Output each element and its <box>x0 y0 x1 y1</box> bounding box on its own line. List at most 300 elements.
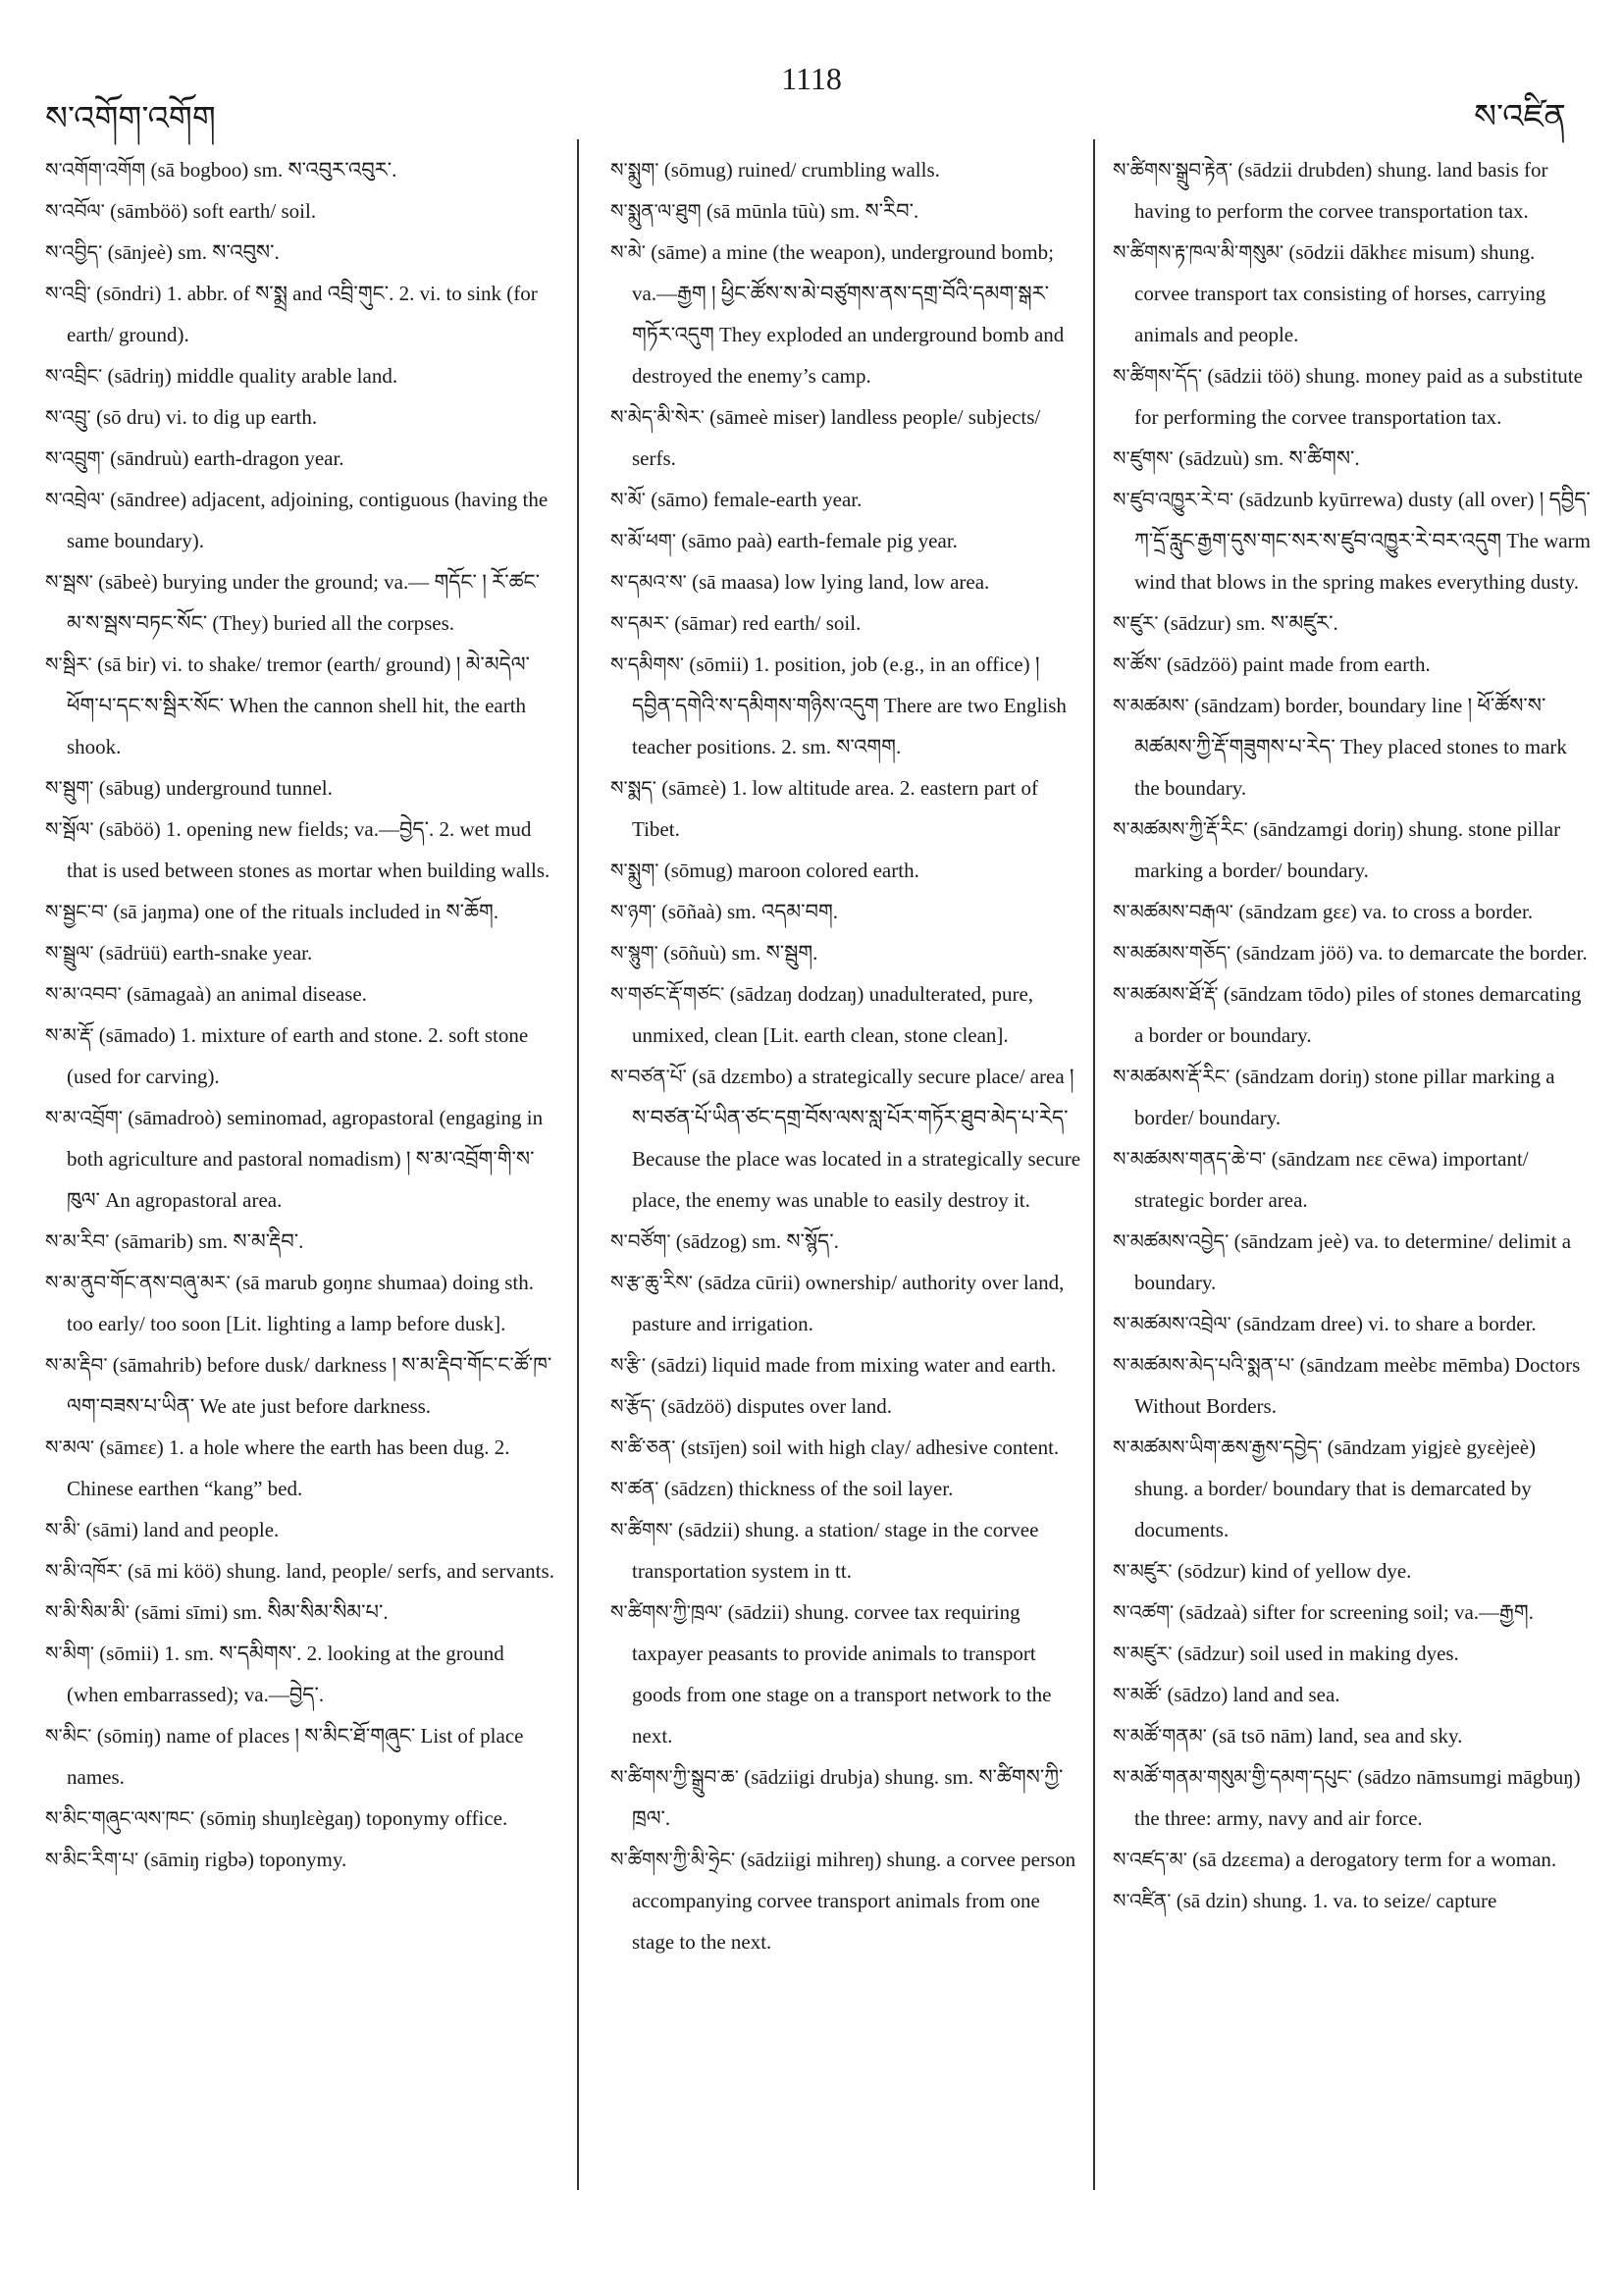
entry-pronunciation: (sōdzur) <box>1177 1559 1246 1583</box>
dictionary-entry <box>1113 891 1592 932</box>
entry-pronunciation: (sādza cūrii) <box>698 1271 801 1294</box>
entry-definition: va. to determine/ delimit a boundary. <box>1134 1229 1572 1294</box>
entry-headword: ས་མོ་ <box>610 488 646 511</box>
entry-headword: ས་མེད་མི་སེར་ <box>610 405 705 429</box>
entry-headword: ས་སྦོལ་ <box>45 817 94 841</box>
entry-headword: ས་མི་ <box>45 1518 80 1541</box>
entry-headword: ས་མཛུར་ <box>1113 1559 1173 1583</box>
dictionary-entry <box>610 932 1083 973</box>
entry-definition: unadulterated, pure, unmixed, clean [Lit. earth clean, stone clean]. <box>632 982 1034 1047</box>
page-header <box>0 39 1623 137</box>
dictionary-entry <box>1113 809 1592 891</box>
dictionary-entry <box>610 973 1083 1056</box>
entry-definition: va. to demarcate the border. <box>1358 941 1588 965</box>
entry-definition: paint made from earth. <box>1242 652 1431 676</box>
entry-pronunciation: (sāndzam jöö) <box>1235 941 1354 965</box>
entry-pronunciation: (sā maasa) <box>692 570 780 594</box>
entry-definition: shung. stone pillar marking a border/ boundary. <box>1134 817 1561 882</box>
entry-headword: ས་དམིགས་ <box>610 652 685 676</box>
entry-headword: ས་ཚིགས་ཀྱི་ཁྲལ་ <box>610 1600 723 1624</box>
entry-definition: soil with high clay/ adhesive content. <box>752 1435 1060 1459</box>
entry-pronunciation: (sāmado) <box>98 1023 176 1047</box>
entry-pronunciation: (sāndzam jeè) <box>1233 1229 1349 1253</box>
entry-headword: ས་མཚམས་ཐོ་རྡོ་ <box>1113 982 1219 1006</box>
entry-definition: sm. ས་མཛུར་. <box>1235 611 1338 635</box>
dictionary-entry <box>45 891 557 932</box>
entry-definition: one of the rituals included in ས་ཆོག. <box>204 900 499 923</box>
dictionary-entry <box>45 1550 557 1592</box>
entry-definition: low lying land, low area. <box>784 570 990 594</box>
entry-definition: toponymy. <box>259 1848 347 1871</box>
entry-definition: thickness of the soil layer. <box>738 1477 954 1500</box>
entry-headword: ས་ཚིགས་སྒྲུབ་རྟེན་ <box>1113 158 1233 182</box>
entry-headword: ས་རྩོད་ <box>610 1394 656 1418</box>
entry-pronunciation: (sāndzam dree) <box>1236 1312 1363 1335</box>
entry-definition: toponymy office. <box>365 1806 508 1830</box>
entry-pronunciation: (sō dru) <box>95 405 161 429</box>
entry-pronunciation: (sāmahrib) <box>112 1353 202 1377</box>
dictionary-entry <box>45 644 557 767</box>
entry-definition: sifter for screening soil; va.—རྒྱག. <box>1252 1600 1534 1624</box>
entry-pronunciation: (sōmug) <box>663 158 733 182</box>
entry-pronunciation: (sāmagaà) <box>127 982 212 1006</box>
entry-pronunciation: (sādzöö) <box>1166 652 1238 676</box>
column-divider <box>1093 139 1095 2190</box>
dictionary-entry <box>1113 1633 1592 1674</box>
entry-definition: dusty (all over) ། དབྱིད་ཀ་དྲོ་རླུང་རྒྱག་དུས་གང་སར་ས་ཛུབ་འཁྱུར་རེ་བར་འདུག The warm wind that blows in the spring makes everything dusty. <box>1134 488 1592 594</box>
entry-definition: border, boundary line ། ཕོ་ཚོས་ས་མཚམས་ཀྱི་རྡོ་གཟུགས་པ་རེད་ They placed stones to mark the boundary. <box>1134 694 1567 800</box>
dictionary-entry <box>45 1097 557 1221</box>
dictionary-entry <box>610 396 1083 479</box>
entry-headword: ས་མཚོ་གནམ་གསུམ་གྱི་དམག་དཔུང་ <box>1113 1765 1352 1789</box>
entry-pronunciation: (sādzii) <box>727 1600 790 1624</box>
entry-pronunciation: (sādriŋ) <box>107 364 172 388</box>
entry-pronunciation: (sōndri) <box>95 282 162 305</box>
dictionary-entry <box>1113 1839 1592 1880</box>
entry-definition: va. to cross a border. <box>1362 900 1534 923</box>
entry-definition: land, sea and sky. <box>1318 1724 1463 1748</box>
dictionary-entry <box>1113 644 1592 685</box>
entry-definition: middle quality arable land. <box>176 364 398 388</box>
entry-pronunciation: (sāndzam meèbε mēmba) <box>1299 1353 1510 1377</box>
dictionary-entry <box>610 1262 1083 1344</box>
entry-definition: 1. position, job (e.g., in an office) ། དབྱིན་དགེའི་ས་དམིགས་གཉིས་འདུག There are two English teacher positions. 2. sm. ས་འགག. <box>632 652 1067 758</box>
entry-headword: ས་མཚམས་གནད་ཆེ་བ་ <box>1113 1147 1267 1171</box>
entry-headword: ས་སྦུག་ <box>45 776 94 800</box>
entry-headword: ས་ཛུབ་འཁྱུར་རེ་བ་ <box>1113 488 1234 511</box>
entry-definition: liquid made from mixing water and earth. <box>711 1353 1057 1377</box>
entry-headword: ས་ཉག་ <box>610 900 656 923</box>
dictionary-entry <box>610 1385 1083 1427</box>
entry-pronunciation: (sādzaŋ dodzaŋ) <box>729 982 864 1006</box>
entry-pronunciation: (sāmar) <box>674 611 738 635</box>
entry-headword: ས་འབྱིད་ <box>45 240 103 264</box>
entry-headword: ས་མཛུར་ <box>1113 1642 1173 1665</box>
dictionary-entry <box>610 644 1083 767</box>
entry-definition: vi. to dig up earth. <box>166 405 318 429</box>
entry-pronunciation: (stsījen) <box>680 1435 748 1459</box>
dictionary-entry <box>610 602 1083 644</box>
entry-headword: ས་མལ་ <box>45 1435 95 1459</box>
entry-definition: soft earth/ soil. <box>192 199 317 223</box>
entry-definition: sm. སིམ་སིམ་སིམ་པ་. <box>233 1600 389 1624</box>
dictionary-entry <box>1113 1756 1592 1839</box>
entry-headword: ས་མཚོ་ <box>1113 1683 1163 1706</box>
entry-definition: shung. money paid as a substitute for performing the corvee transportation tax. <box>1134 364 1583 429</box>
entry-headword: ས་སྨུག་ <box>610 859 659 882</box>
guide-word-left: ས་འགོག་འགོག <box>45 99 216 138</box>
dictionary-entry <box>1113 1138 1592 1221</box>
entry-headword: ས་འཚག་ <box>1113 1600 1175 1624</box>
entry-headword: ས་སྙུག་ <box>610 941 658 965</box>
entry-definition: a strategically secure place/ area ། ས་བཙན་པོ་ཡིན་ཙང་དགྲ་བོས་ལས་སླ་པོར་གཏོར་ཐུབ་མེད་པ་རེད་ Because the place was located in a strategically secure place, the enemy was unable to easily destroy it. <box>632 1065 1081 1212</box>
entry-headword: ས་ཚིགས་ཀྱི་མི་ཧྲེང་ <box>610 1848 736 1871</box>
dictionary-column-2 <box>610 149 1083 2170</box>
dictionary-entry <box>45 561 557 644</box>
dictionary-column-3 <box>1113 149 1592 2170</box>
entry-pronunciation: (sōmiŋ) <box>96 1724 161 1748</box>
dictionary-entry <box>1113 1674 1592 1715</box>
entry-definition: disputes over land. <box>736 1394 892 1418</box>
dictionary-entry <box>45 1633 557 1715</box>
entry-pronunciation: (sāndzam gεε) <box>1238 900 1358 923</box>
dictionary-entry <box>610 850 1083 891</box>
entry-headword: ས་འཛད་མ་ <box>1113 1848 1187 1871</box>
entry-headword: ས་ཚོས་ <box>1113 652 1162 676</box>
entry-definition: 1. a hole where the earth has been dug. 2. Chinese earthen “kang” bed. <box>67 1435 510 1500</box>
dictionary-entry <box>610 190 1083 232</box>
entry-pronunciation: (sāndree) <box>110 488 187 511</box>
entry-headword: ས་མ་འབྲོག་ <box>45 1106 124 1129</box>
entry-pronunciation: (sādzog) <box>675 1229 748 1253</box>
entry-pronunciation: (sā dzεmbo) <box>692 1065 793 1088</box>
dictionary-entry <box>610 479 1083 520</box>
entry-definition: sm. ས་འབུས་. <box>178 240 280 264</box>
entry-pronunciation: (sāme) <box>651 240 707 264</box>
entry-definition: sm. ས་སྙོད་. <box>752 1229 839 1253</box>
dictionary-entry <box>1113 1550 1592 1592</box>
entry-definition: female-earth year. <box>712 488 863 511</box>
entry-definition: earth-snake year. <box>173 941 313 965</box>
dictionary-entry <box>610 891 1083 932</box>
entry-pronunciation: (sāmo) <box>651 488 708 511</box>
dictionary-entry <box>610 1592 1083 1756</box>
entry-definition: sm. ས་སྦུག. <box>731 941 818 965</box>
entry-headword: ས་འབྲི་ <box>45 282 91 305</box>
entry-definition: stone pillar marking a border/ boundary. <box>1134 1065 1555 1129</box>
dictionary-entry <box>1113 1592 1592 1633</box>
entry-definition: sm. ས་མ་རྡིབ་. <box>198 1229 304 1253</box>
entry-headword: ས་ཛུར་ <box>1113 611 1159 635</box>
entry-headword: ས་མཚམས་བརྒལ་ <box>1113 900 1233 923</box>
entry-pronunciation: (sōmii) <box>99 1642 159 1665</box>
dictionary-entry <box>1113 438 1592 479</box>
entry-headword: ས་མིང་རིག་པ་ <box>45 1848 139 1871</box>
dictionary-entry <box>1113 602 1592 644</box>
dictionary-entry <box>610 149 1083 190</box>
dictionary-entry <box>45 1427 557 1509</box>
entry-pronunciation: (sāmεè) <box>661 776 727 800</box>
entry-pronunciation: (sādzur) <box>1163 611 1231 635</box>
dictionary-entry <box>1113 149 1592 232</box>
entry-pronunciation: (sāmadroò) <box>128 1106 222 1129</box>
entry-definition: 1. low altitude area. 2. eastern part of Tibet. <box>632 776 1038 841</box>
entry-pronunciation: (sāndzam doriŋ) <box>1234 1065 1370 1088</box>
entry-pronunciation: (sā bir) <box>97 652 157 676</box>
entry-headword: ས་མིང་གཞུང་ལས་ཁང་ <box>45 1806 195 1830</box>
dictionary-entry <box>45 438 557 479</box>
entry-definition: shung. corvee tax requiring taxpayer peasants to provide animals to transport goods from one stage on a transport network to the next. <box>632 1600 1052 1748</box>
entry-pronunciation: (sā tsō nām) <box>1212 1724 1313 1748</box>
entry-pronunciation: (sāmböö) <box>110 199 188 223</box>
dictionary-entry <box>1113 1056 1592 1138</box>
entry-headword: ས་འབྲུ་ <box>45 405 91 429</box>
dictionary-entry <box>45 1221 557 1262</box>
entry-definition: underground tunnel. <box>165 776 333 800</box>
entry-headword: ས་མ་རྡིབ་ <box>45 1353 108 1377</box>
entry-definition: shung. a station/ stage in the corvee transportation system in tt. <box>632 1518 1039 1583</box>
dictionary-entry <box>45 1839 557 1880</box>
entry-definition: earth-female pig year. <box>777 529 958 552</box>
entry-pronunciation: (sādzo nāmsumgi māgbuŋ) <box>1357 1765 1581 1789</box>
entry-pronunciation: (sāndzam yigjεè gyεèjeè) <box>1327 1435 1537 1459</box>
entry-headword: ས་ཛུགས་ <box>1113 446 1174 470</box>
dictionary-entry <box>610 1839 1083 1962</box>
entry-definition: shung. land basis for having to perform the corvee transportation tax. <box>1134 158 1548 223</box>
entry-pronunciation: (sāmεε) <box>99 1435 164 1459</box>
dictionary-entry <box>610 1427 1083 1468</box>
dictionary-entry <box>45 396 557 438</box>
entry-definition: burying under the ground; va.— གདོང་ ། རོ་ཚང་མ་ས་སྦས་བཏང་སོང་ (They) buried all the corpses. <box>67 570 541 635</box>
dictionary-entry <box>1113 355 1592 438</box>
entry-headword: ས་མཚམས་རྡོ་རིང་ <box>1113 1065 1230 1088</box>
entry-headword: ས་མིག་ <box>45 1642 95 1665</box>
entry-definition: kind of yellow dye. <box>1251 1559 1412 1583</box>
entry-headword: ས་མེ་ <box>610 240 646 264</box>
entry-pronunciation: (sādzii) <box>677 1518 740 1541</box>
dictionary-entry <box>610 561 1083 602</box>
entry-headword: ས་མཚོ་གནམ་ <box>1113 1724 1207 1748</box>
dictionary-entry <box>45 932 557 973</box>
entry-pronunciation: (sāndzam tōdo) <box>1223 982 1351 1006</box>
entry-definition: earth-dragon year. <box>193 446 344 470</box>
entry-definition: 1. abbr. of ས་སྨྲ and འབྲི་གུང་. 2. vi. to sink (for earth/ ground). <box>67 282 538 346</box>
entry-headword: ས་མཚམས་འབྱེད་ <box>1113 1229 1230 1253</box>
dictionary-entry <box>610 232 1083 396</box>
entry-definition: a derogatory term for a woman. <box>1295 1848 1557 1871</box>
entry-definition: name of places ། ས་མིང་ཐོ་གཞུང་ List of place names. <box>67 1724 524 1789</box>
entry-pronunciation: (sōñaà) <box>660 900 722 923</box>
entry-definition: vi. to shake/ tremor (earth/ ground) ། མེ་མདེལ་ཕོག་པ་དང་ས་སྦིར་སོང་ When the cannon shell hit, the earth shook. <box>67 652 530 758</box>
dictionary-entry <box>45 1262 557 1344</box>
dictionary-entry <box>1113 1221 1592 1303</box>
entry-pronunciation: (sādziigi mihreŋ) <box>740 1848 882 1871</box>
entry-definition: the three: army, navy and air force. <box>1134 1806 1423 1830</box>
dictionary-entry <box>45 1592 557 1633</box>
entry-definition: landless people/ subjects/ serfs. <box>632 405 1041 470</box>
dictionary-entry <box>1113 1427 1592 1550</box>
entry-pronunciation: (sāmiŋ rigbə) <box>143 1848 254 1871</box>
dictionary-entry <box>45 1798 557 1839</box>
dictionary-entry <box>610 1468 1083 1509</box>
entry-pronunciation: (sādzaà) <box>1178 1600 1248 1624</box>
entry-headword: ས་སྨུན་ལ་ཐུག <box>610 199 702 223</box>
entry-pronunciation: (sādzunb kyūrrewa) <box>1238 488 1403 511</box>
dictionary-entry <box>1113 1880 1592 1921</box>
entry-headword: ས་སྦིར་ <box>45 652 92 676</box>
entry-definition: sm. ས་རིབ་. <box>830 199 919 223</box>
entry-headword: ས་མཚམས་ <box>1113 694 1189 717</box>
entry-definition: shung. 1. va. to seize/ capture <box>1252 1889 1497 1912</box>
page-number: 1118 <box>781 61 842 96</box>
dictionary-entry <box>45 1015 557 1097</box>
entry-definition: doing sth. too early/ too soon [Lit. lighting a lamp before dusk]. <box>67 1271 534 1335</box>
entry-headword: ས་ཚི་ཅན་ <box>610 1435 676 1459</box>
entry-pronunciation: (sā marub goŋnε shumaa) <box>236 1271 447 1294</box>
dictionary-entry <box>610 1056 1083 1221</box>
entry-headword: ས་རྩ་ཆུ་རིས་ <box>610 1271 693 1294</box>
entry-pronunciation: (sādziigi drubja) <box>744 1765 880 1789</box>
entry-pronunciation: (sāndzamgi doriŋ) <box>1253 817 1404 841</box>
dictionary-entry <box>610 1756 1083 1839</box>
dictionary-entry <box>45 149 557 190</box>
dictionary-entry <box>45 1509 557 1550</box>
entry-pronunciation: (sā bogboo) <box>150 158 249 182</box>
dictionary-column-1 <box>45 149 557 2170</box>
entry-definition: maroon colored earth. <box>737 859 919 882</box>
entry-headword: ས་ཚིགས་རྟ་ཁལ་མི་གསུམ་ <box>1113 240 1284 264</box>
entry-definition: 1. opening new fields; va.—བྱེད་. 2. wet mud that is used between stones as mortar when building walls. <box>67 817 550 882</box>
dictionary-entry <box>1113 479 1592 602</box>
entry-pronunciation: (sādzo) <box>1167 1683 1229 1706</box>
entry-pronunciation: (sāndzam) <box>1193 694 1281 717</box>
dictionary-entry <box>610 767 1083 850</box>
entry-definition: vi. to share a border. <box>1368 1312 1537 1335</box>
entry-definition: an animal disease. <box>216 982 367 1006</box>
entry-headword: ས་འབྲུག་ <box>45 446 105 470</box>
dictionary-entry <box>610 1509 1083 1592</box>
entry-pronunciation: (sādzii drubden) <box>1237 158 1373 182</box>
entry-pronunciation: (sādzur) <box>1177 1642 1245 1665</box>
dictionary-entry <box>45 767 557 809</box>
entry-definition: seminomad, agropastoral (engaging in both agriculture and pastoral nomadism) ། ས་མ་འབྲོག་གི་ས་ཁུལ་ An agropastoral area. <box>67 1106 544 1212</box>
entry-definition: before dusk/ darkness ། ས་མ་རྡིབ་གོང་ང་ཚོ་ཁ་ལག་བཟས་པ་ཡིན་ We ate just before darkness. <box>67 1353 552 1418</box>
entry-pronunciation: (sādzii töö) <box>1207 364 1301 388</box>
entry-headword: ས་ཚིགས་དོད་ <box>1113 364 1203 388</box>
entry-pronunciation: (sōdzii dākhεε misum) <box>1288 240 1476 264</box>
entry-pronunciation: (sābug) <box>98 776 161 800</box>
entry-headword: ས་མ་འབབ་ <box>45 982 122 1006</box>
entry-pronunciation: (sāmeè miser) <box>709 405 826 429</box>
entry-headword: ས་བཙོག་ <box>610 1229 671 1253</box>
entry-headword: ས་མི་སིམ་མི་ <box>45 1600 130 1624</box>
entry-headword: ས་འབྲེལ་ <box>45 488 105 511</box>
dictionary-entry <box>45 355 557 396</box>
entry-headword: ས་སྦས་ <box>45 570 93 594</box>
entry-headword: ས་མ་རིབ་ <box>45 1229 110 1253</box>
entry-pronunciation: (sādrüü) <box>98 941 168 965</box>
entry-definition: 1. mixture of earth and stone. 2. soft stone (used for carving). <box>67 1023 529 1088</box>
entry-pronunciation: (sādzöö) <box>660 1394 732 1418</box>
entry-headword: ས་འཛིན་ <box>1113 1889 1172 1912</box>
entry-headword: ས་དམར་ <box>610 611 669 635</box>
dictionary-entry <box>1113 1303 1592 1344</box>
entry-headword: ས་སྨད་ <box>610 776 656 800</box>
entry-headword: ས་མིང་ <box>45 1724 92 1748</box>
dictionary-entry <box>45 232 557 273</box>
entry-definition: red earth/ soil. <box>742 611 862 635</box>
entry-definition: land and sea. <box>1232 1683 1340 1706</box>
entry-headword: ས་སྦྲུལ་ <box>45 941 94 965</box>
entry-pronunciation: (sādzεn) <box>663 1477 734 1500</box>
entry-pronunciation: (sā mūnla tūù) <box>706 199 826 223</box>
entry-pronunciation: (sōmiŋ shuŋlεègaŋ) <box>199 1806 361 1830</box>
entry-headword: ས་ཚན་ <box>610 1477 659 1500</box>
column-divider <box>577 139 579 2190</box>
entry-headword: ས་མཚམས་འབྲེལ་ <box>1113 1312 1231 1335</box>
entry-pronunciation: (sōmug) <box>663 859 733 882</box>
entry-headword: ས་སྨུག་ <box>610 158 659 182</box>
entry-definition: adjacent, adjoining, contiguous (having the same boundary). <box>67 488 549 552</box>
entry-headword: ས་མ་རྡོ་ <box>45 1023 94 1047</box>
dictionary-entry <box>45 1715 557 1798</box>
entry-definition: shung. sm. ས་ཚིགས་ཀྱི་ཁྲལ་. <box>632 1765 1064 1830</box>
dictionary-entry <box>1113 232 1592 355</box>
dictionary-entry <box>45 479 557 561</box>
entry-definition: shung. corvee transport tax consisting of horses, carrying animals and people. <box>1134 240 1546 346</box>
entry-headword: ས་རྩི་ <box>610 1353 647 1377</box>
dictionary-entry <box>1113 685 1592 809</box>
entry-definition: a mine (the weapon), underground bomb; va.—རྒྱག ། ཕྱིང་ཚོས་ས་མེ་བཙུགས་ནས་དགྲ་བོའི་དམག་སྒར་གཏོར་འདུག They exploded an underground bomb and destroyed the enemy’s camp. <box>632 240 1065 388</box>
entry-pronunciation: (sā mi köö) <box>127 1559 222 1583</box>
dictionary-entry <box>45 273 557 355</box>
dictionary-entry <box>610 520 1083 561</box>
dictionary-entry <box>610 1344 1083 1385</box>
entry-headword: ས་མཚམས་ཀྱི་རྡོ་རིང་ <box>1113 817 1248 841</box>
entry-headword: ས་ཚིགས་ཀྱི་སྒྲུབ་ཆ་ <box>610 1765 739 1789</box>
entry-pronunciation: (sā dzεεma) <box>1192 1848 1291 1871</box>
entry-headword: ས་མཚམས་མེད་པའི་སྨན་པ་ <box>1113 1353 1295 1377</box>
entry-pronunciation: (sāmi sīmi) <box>134 1600 229 1624</box>
entry-headword: ས་མཚམས་ཡིག་ཆས་རྒྱས་དབྱེད་ <box>1113 1435 1323 1459</box>
dictionary-entry <box>1113 932 1592 973</box>
entry-pronunciation: (sādzi) <box>651 1353 707 1377</box>
entry-headword: ས་མཚམས་གཅོད་ <box>1113 941 1231 965</box>
dictionary-entry <box>45 809 557 891</box>
entry-definition: shung. land, people/ serfs, and servants. <box>226 1559 554 1583</box>
dictionary-entry <box>1113 1715 1592 1756</box>
entry-pronunciation: (sōmii) <box>689 652 750 676</box>
entry-definition: ruined/ crumbling walls. <box>737 158 940 182</box>
entry-headword: ས་འགོག་འགོག <box>45 158 146 182</box>
entry-pronunciation: (sōñuù) <box>663 941 727 965</box>
entry-pronunciation: (sā dzin) <box>1176 1889 1248 1912</box>
entry-headword: ས་མོ་ཕག་ <box>610 529 677 552</box>
entry-pronunciation: (sāmarib) <box>114 1229 194 1253</box>
entry-definition: sm. ས་ཚིགས་. <box>1254 446 1360 470</box>
dictionary-entry <box>45 973 557 1015</box>
entry-definition: piles of stones demarcating a border or boundary. <box>1134 982 1582 1047</box>
entry-definition: land and people. <box>143 1518 280 1541</box>
dictionary-entry <box>45 1344 557 1427</box>
entry-definition: ownership/ authority over land, pasture and irrigation. <box>632 1271 1065 1335</box>
entry-headword: ས་འབོལ་ <box>45 199 105 223</box>
dictionary-entry <box>1113 973 1592 1056</box>
entry-definition: shung. a corvee person accompanying corvee transport animals from one stage to the next. <box>632 1848 1076 1954</box>
entry-headword: ས་མི་འཁོར་ <box>45 1559 123 1583</box>
entry-headword: ས་ཚིགས་ <box>610 1518 673 1541</box>
entry-headword: ས་མ་ནུབ་གོང་ནས་བཞུ་མར་ <box>45 1271 231 1294</box>
